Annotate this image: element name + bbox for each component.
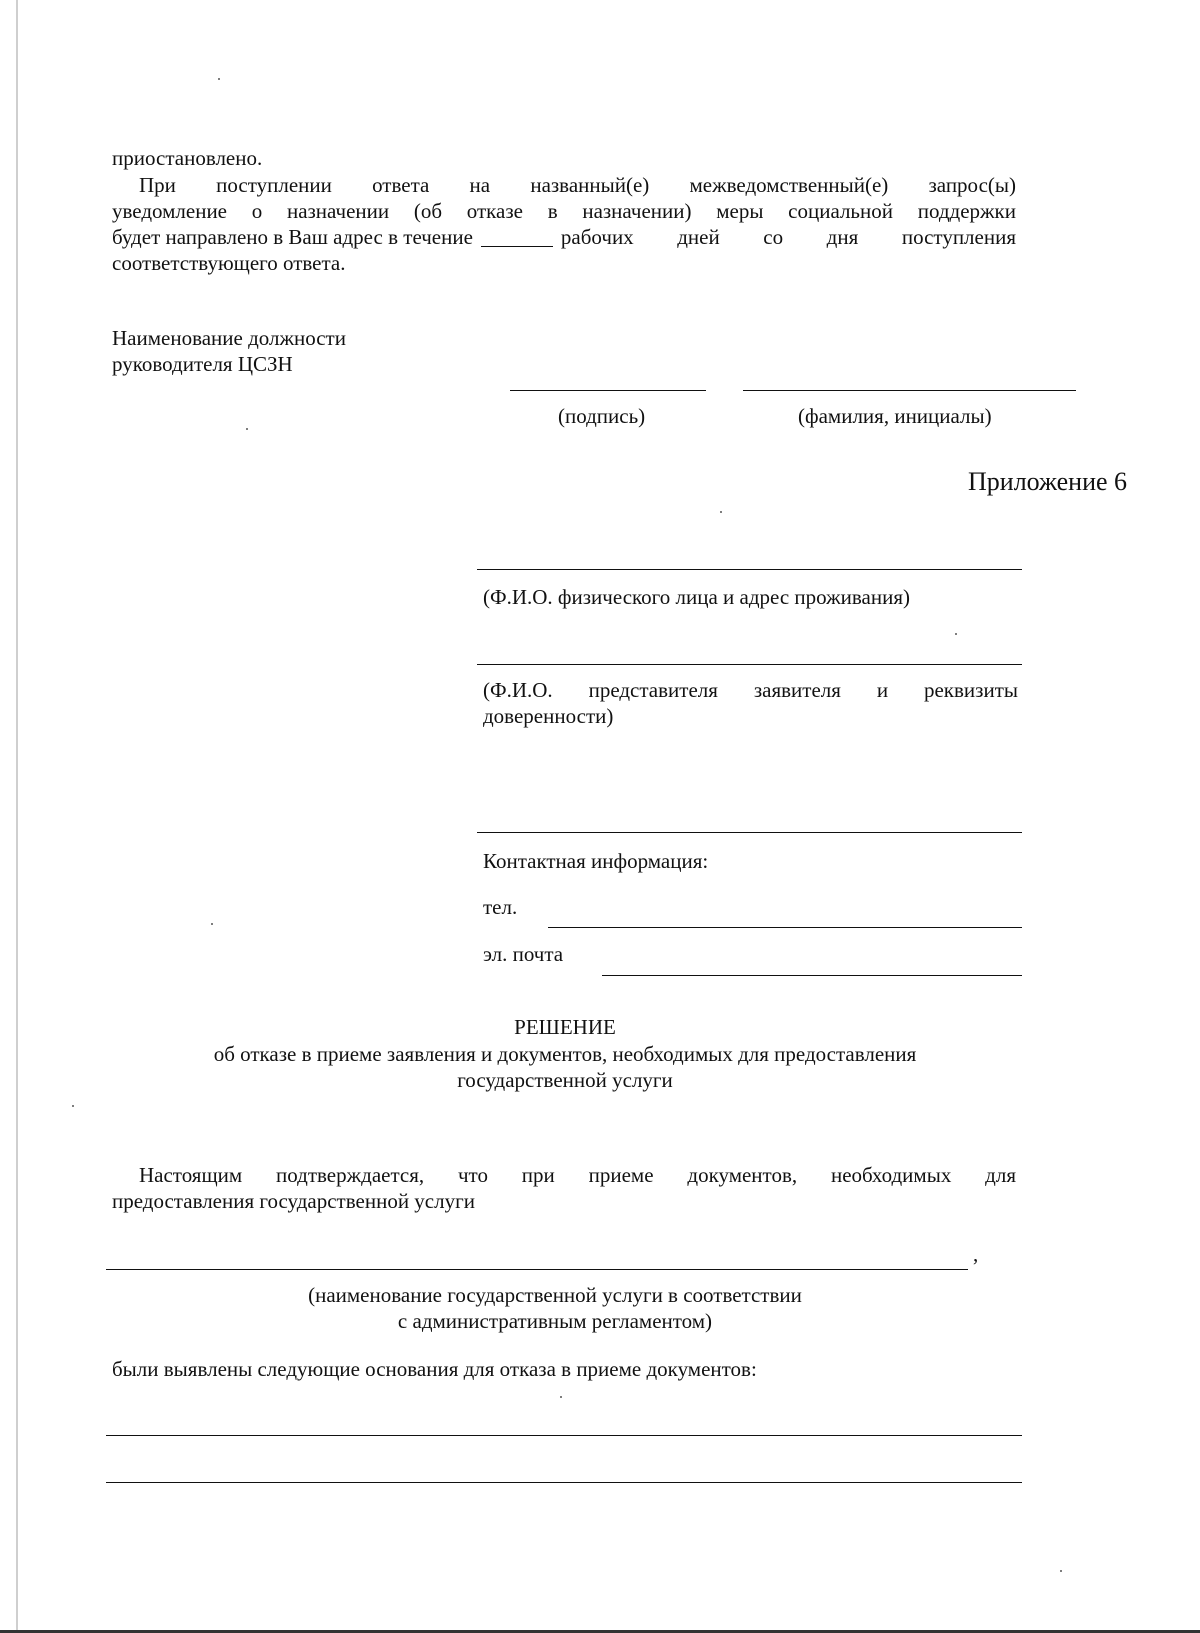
name-caption: (фамилия, инициалы) [798,404,992,428]
scan-speck [211,923,213,925]
grounds-text: были выявлены следующие основания для отказа в приеме документов: [112,1357,757,1381]
scan-speck [1060,1570,1062,1572]
position-title: руководителя ЦСЗН [112,352,293,376]
scan-speck [560,1396,562,1398]
scan-speck [955,633,957,635]
appendix-title: Приложение 6 [968,467,1128,496]
signature-caption: (подпись) [558,404,646,428]
letter-text-line: приостановлено. [112,146,263,170]
email-line[interactable] [602,975,1022,976]
days-blank-field[interactable] [481,224,553,247]
letter-paragraph-line [112,224,1016,250]
representative-extra-line[interactable] [477,832,1022,833]
representative-caption-text: (Ф.И.О. представителя заявителя и реквизиты [483,678,1018,702]
service-name-line[interactable] [106,1269,968,1270]
letter-paragraph-text: рабочих дней со дня поступления [560,225,1016,249]
name-line[interactable] [743,390,1076,391]
phone-line[interactable] [548,927,1022,928]
decision-body-line: предоставления государственной услуги [112,1189,475,1213]
decision-subheading: государственной услуги [457,1068,673,1092]
letter-text-line: соответствующего ответа. [112,251,346,275]
representative-caption [483,677,1018,703]
representative-line[interactable] [477,664,1022,665]
grounds-line[interactable] [106,1482,1022,1483]
letter-paragraph-text: будет направлено в Ваш адрес в течение [112,225,473,249]
scan-speck [720,511,722,513]
scan-speck [72,1105,74,1107]
trailing-comma: , [973,1242,979,1266]
decision-body-line [112,1162,1016,1188]
email-label: эл. почта [483,942,564,966]
signature-line[interactable] [510,390,706,391]
scan-speck [218,78,220,80]
decision-body-text: Настоящим подтверждается, что при приеме документов, необходимых для [139,1163,1016,1187]
person-caption: (Ф.И.О. физического лица и адрес проживания) [483,585,910,609]
service-caption: (наименование государственной услуги в соответствии [308,1283,802,1307]
service-caption: с административным регламентом) [397,1309,713,1333]
scan-edge [16,0,18,1633]
decision-subheading: об отказе в приеме заявления и документов, необходимых для предоставления [213,1042,917,1066]
person-line[interactable] [477,569,1022,570]
letter-paragraph-line [112,198,1016,224]
letter-paragraph-line [112,172,1016,198]
position-title: Наименование должности [112,326,346,350]
contact-heading: Контактная информация: [483,849,709,873]
grounds-line[interactable] [106,1435,1022,1436]
representative-caption: доверенности) [483,704,614,728]
scan-speck [246,428,248,430]
letter-paragraph-text: При поступлении ответа на названный(е) межведомственный(е) запрос(ы) [139,173,1016,197]
phone-label: тел. [483,895,518,919]
letter-paragraph-text: уведомление о назначении (об отказе в назначении) меры социальной поддержки [112,199,1016,223]
decision-heading: РЕШЕНИЕ [514,1015,616,1039]
